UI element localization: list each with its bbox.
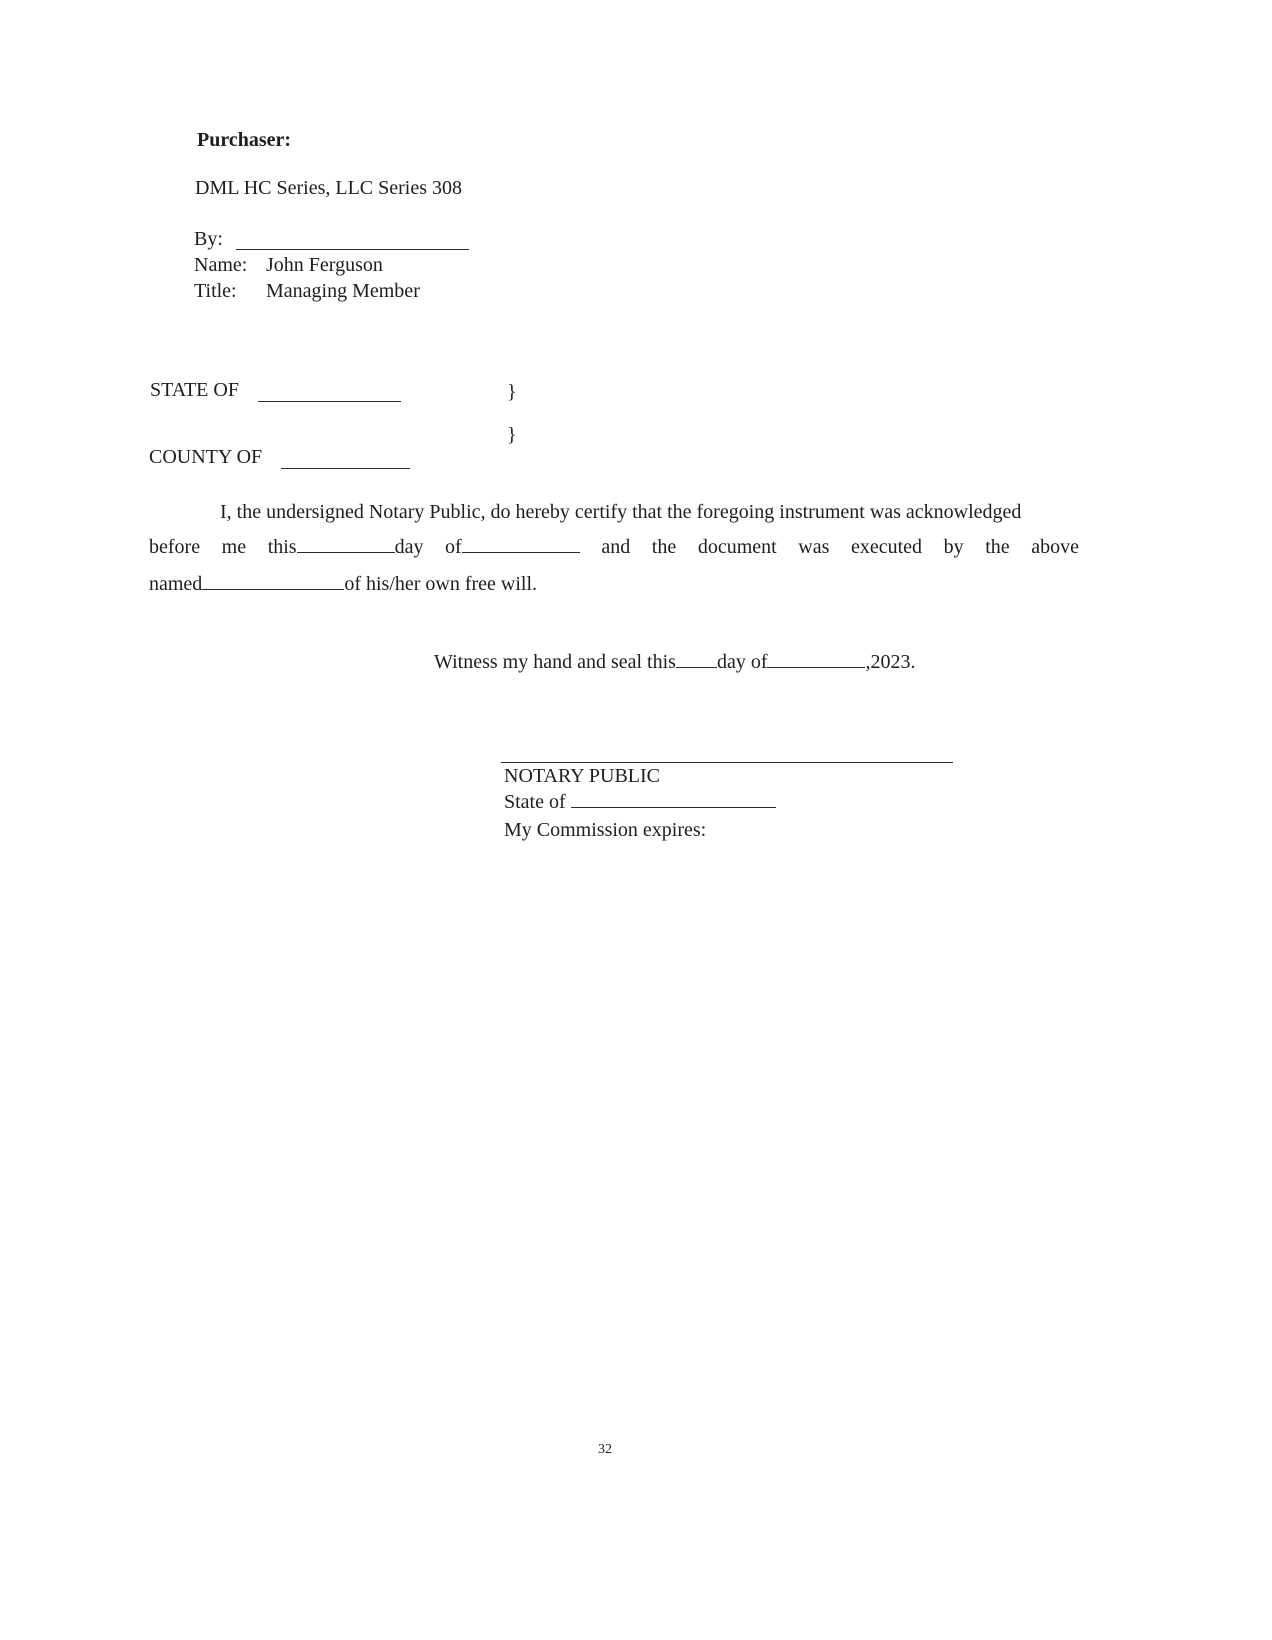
witness-month-blank[interactable] xyxy=(767,653,865,668)
witness-line xyxy=(434,652,915,672)
title-value: Managing Member xyxy=(266,280,420,302)
certification-line-1: I, the undersigned Notary Public, do hereby certify that the foregoing instrument was acknowledged xyxy=(220,501,1022,523)
named-blank[interactable] xyxy=(202,575,344,590)
notary-state-label: State of xyxy=(504,791,566,813)
page-number: 32 xyxy=(598,1442,612,1457)
notary-state-blank[interactable] xyxy=(571,793,776,808)
by-label: By: xyxy=(194,228,223,250)
witness-year: ,2023. xyxy=(865,651,916,673)
certification-day-of: day of xyxy=(394,536,462,558)
notary-commission: My Commission expires: xyxy=(504,819,707,841)
notary-signature-line[interactable] xyxy=(501,762,953,763)
venue-brace-bottom: } xyxy=(507,424,517,446)
county-of-label: COUNTY OF xyxy=(149,446,263,468)
notary-state-line xyxy=(504,792,776,812)
name-label: Name: xyxy=(194,254,248,276)
certification-named: named xyxy=(149,573,203,595)
notary-public-title: NOTARY PUBLIC xyxy=(504,765,661,787)
day-blank[interactable] xyxy=(297,538,395,553)
state-of-blank[interactable] xyxy=(258,401,401,402)
certification-executed: and the document was executed by the above xyxy=(601,536,1079,558)
certification-before-me: before me this xyxy=(149,536,297,558)
witness-prefix: Witness my hand and seal this xyxy=(434,651,676,673)
signature-line-by[interactable] xyxy=(236,249,469,250)
certification-line-2 xyxy=(149,537,1079,557)
witness-day-of: day of xyxy=(716,651,768,673)
month-blank[interactable] xyxy=(462,538,580,553)
certification-line-3 xyxy=(149,574,537,594)
title-label: Title: xyxy=(194,280,237,302)
name-value: John Ferguson xyxy=(266,254,383,276)
venue-brace-top: } xyxy=(507,381,517,403)
purchaser-heading: Purchaser: xyxy=(197,129,292,151)
county-of-blank[interactable] xyxy=(281,468,410,469)
state-of-label: STATE OF xyxy=(150,379,239,401)
purchaser-entity: DML HC Series, LLC Series 308 xyxy=(195,177,463,199)
witness-day-blank[interactable] xyxy=(676,653,717,668)
certification-free-will: of his/her own free will. xyxy=(344,573,538,595)
